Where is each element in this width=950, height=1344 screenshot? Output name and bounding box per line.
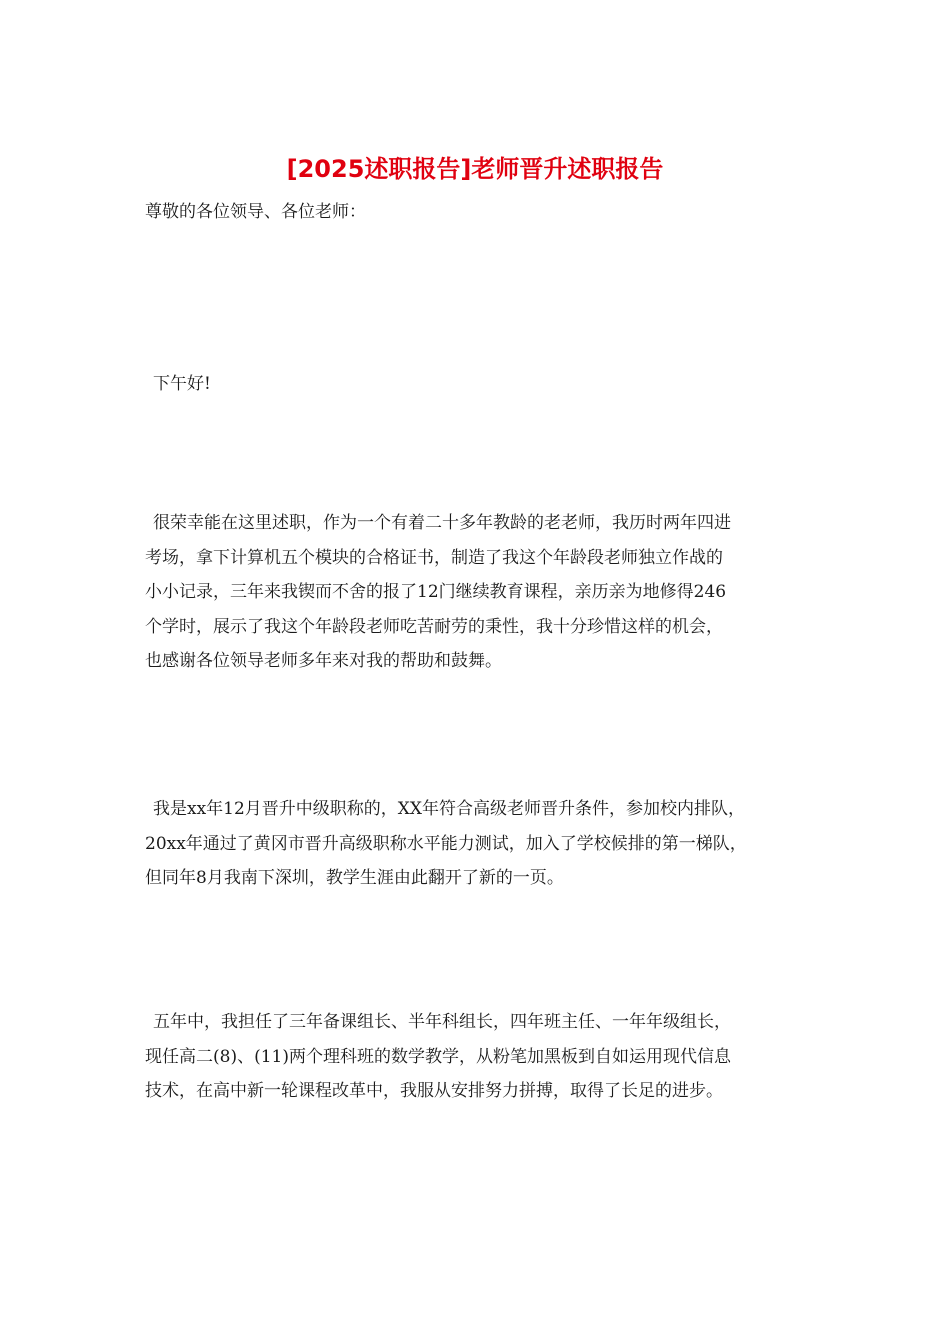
paragraph-line: 我是xx年12月晋升中级职称的，XX年符合高级老师晋升条件，参加校内排队， bbox=[153, 799, 746, 819]
paragraph-line: 小小记录，三年来我锲而不舍的报了12门继续教育课程，亲历亲为地修得246 bbox=[145, 582, 727, 602]
paragraph-line: 考场，拿下计算机五个模块的合格证书，制造了我这个年龄段老师独立作战的 bbox=[145, 547, 723, 568]
salutation: 尊敬的各位领导、各位老师： bbox=[145, 202, 366, 222]
paragraph-line: 个学时，展示了我这个年龄段老师吃苦耐劳的秉性，我十分珍惜这样的机会， bbox=[145, 616, 723, 637]
paragraph-line: 20xx年通过了黄冈市晋升高级职称水平能力测试，加入了学校候排的第一梯队， bbox=[145, 833, 747, 854]
paragraph-line: 很荣幸能在这里述职，作为一个有着二十多年教龄的老老师，我历时两年四进 bbox=[153, 513, 731, 533]
paragraph-line: 技术，在高中新一轮课程改革中，我服从安排努力拼搏，取得了长足的进步。 bbox=[145, 1081, 723, 1101]
paragraph-3 bbox=[145, 1005, 817, 1109]
paragraph-line: 现任高二(8)、(11)两个理科班的数学教学，从粉笔加黑板到自如运用现代信息 bbox=[145, 1046, 731, 1067]
paragraph-line: 也感谢各位领导老师多年来对我的帮助和鼓舞。 bbox=[145, 651, 502, 671]
paragraph-2 bbox=[145, 792, 817, 896]
greeting: 下午好! bbox=[153, 374, 211, 394]
paragraph-line: 五年中，我担任了三年备课组长、半年科组长，四年班主任、一年年级组长， bbox=[153, 1012, 731, 1032]
paragraph-line: 但同年8月我南下深圳，教学生涯由此翻开了新的一页。 bbox=[145, 868, 564, 888]
paragraph-1 bbox=[145, 506, 817, 679]
document-title: [2025述职报告]老师晋升述职报告 bbox=[286, 155, 664, 183]
